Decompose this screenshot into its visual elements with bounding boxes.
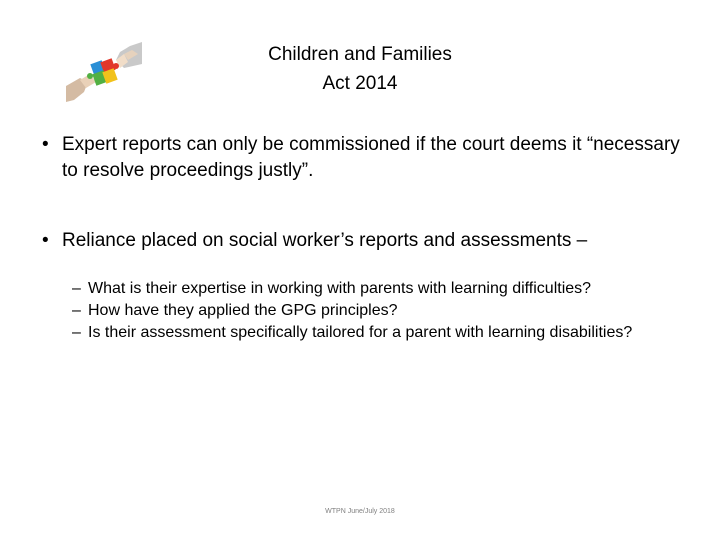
sub-bullet-item [72, 300, 652, 321]
bullet-list [42, 132, 682, 344]
slide-title [200, 40, 520, 98]
sub-bullet-marker: – [72, 280, 81, 297]
title-line-2: Act 2014 [322, 73, 398, 94]
title-line-1: Children and Families [268, 44, 452, 65]
bullet-marker: • [42, 134, 49, 155]
sub-bullet-text: Is their assessment specifically tailored for a parent with learning disabilities? [88, 324, 633, 341]
sub-bullet-item [72, 278, 652, 299]
bullet-marker: • [42, 230, 49, 251]
bullet-text: Reliance placed on social worker’s reports and assessments – [62, 230, 588, 251]
sub-bullet-marker: – [72, 324, 81, 341]
sub-bullet-item [72, 322, 652, 343]
footer-text: WTPN June/July 2018 [325, 508, 395, 515]
bullet-item [42, 132, 682, 184]
bullet-text: Expert reports can only be commissioned if the court deems it “necessary to resolve proceedings justly”. [62, 134, 680, 181]
sub-bullet-list [72, 278, 652, 343]
sub-bullet-text: How have they applied the GPG principles? [88, 302, 398, 319]
bullet-item [42, 228, 682, 254]
puzzle-hands-icon [66, 42, 142, 102]
sub-bullet-text: What is their expertise in working with parents with learning difficulties? [88, 280, 592, 297]
sub-bullet-marker: – [72, 302, 81, 319]
